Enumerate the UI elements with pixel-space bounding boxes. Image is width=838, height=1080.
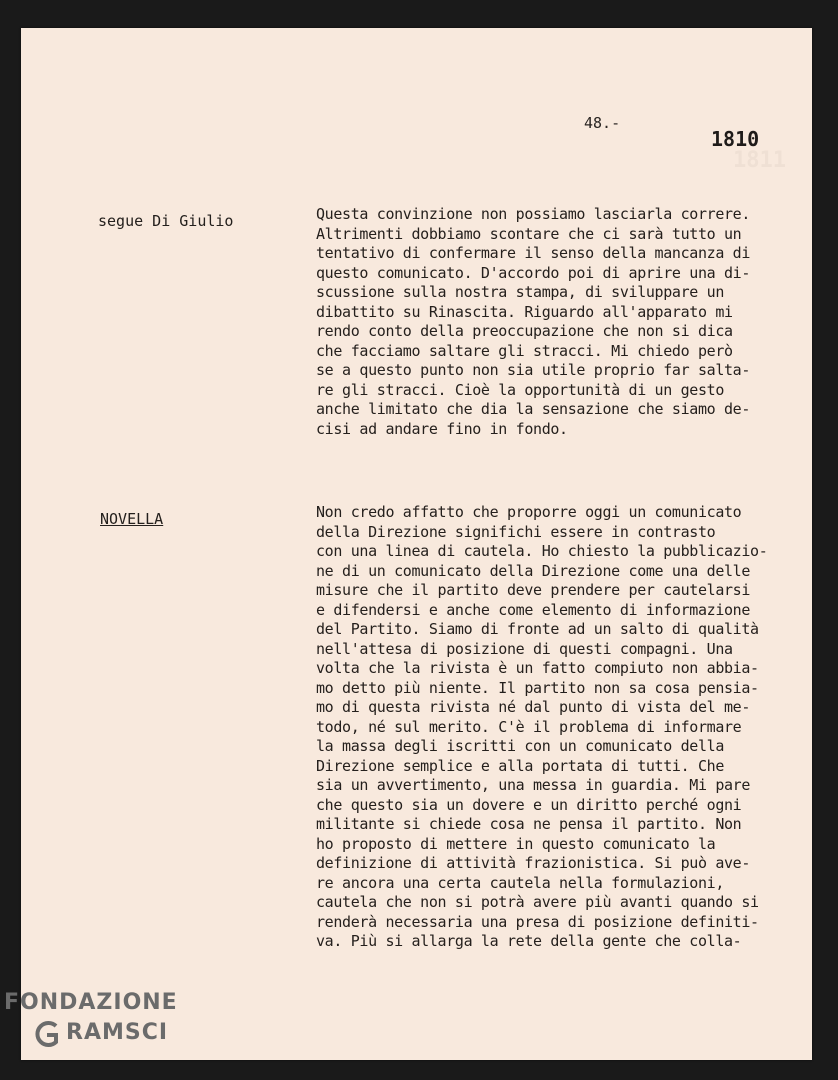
text-line: tentativo di confermare il senso della mancanza di xyxy=(316,244,751,262)
text-line: misure che il partito deve prendere per cautelarsi xyxy=(316,581,751,599)
text-line: cisi ad andare fino in fondo. xyxy=(316,419,568,438)
text-line: e difendersi e anche come elemento di informazione xyxy=(316,600,751,619)
text-line: definizione di attività frazionistica. Si può ave- xyxy=(316,854,751,872)
text-line: che questo sia un dovere e un diritto perché ogni xyxy=(316,795,742,814)
text-line: dibattito su Rinascita. Riguardo all'apparato mi xyxy=(316,302,733,321)
text-line: Altrimenti dobbiamo scontare che ci sarà tutto un xyxy=(316,224,742,243)
text-line: della Direzione significhi essere in contrasto xyxy=(316,522,716,541)
text-line: se a questo punto non sia utile proprio far salta- xyxy=(316,361,751,379)
text-line: Direzione semplice e alla portata di tutti. Che xyxy=(316,756,724,775)
text-line: re gli stracci. Cioè la opportunità di un gesto xyxy=(316,380,724,399)
text-line: mo di questa rivista né dal punto di vista del me- xyxy=(316,698,751,716)
sheet-number: 1810 xyxy=(711,127,760,151)
text-line: ne di un comunicato della Direzione come una delle xyxy=(316,561,751,580)
text-line: ho proposto di mettere in questo comunicato la xyxy=(316,834,716,853)
text-line: Questa convinzione non possiamo lasciarla correre. xyxy=(316,205,751,223)
text-line: scussione sulla nostra stampa, di sviluppare un xyxy=(316,283,724,301)
text-line: renderà necessaria una presa di posizione definiti- xyxy=(316,912,759,931)
text-line: militante si chiede cosa ne pensa il partito. Non xyxy=(316,815,742,833)
text-line: sia un avvertimento, una messa in guardia. Mi pare xyxy=(316,776,751,794)
text-line: cautela che non si potrà avere più avanti quando si xyxy=(316,893,759,911)
text-line: anche limitato che dia la sensazione che siamo de- xyxy=(316,400,751,418)
page-number: 48.- xyxy=(584,114,621,132)
text-line: re ancora una certa cautela nella formulazioni, xyxy=(316,873,724,892)
text-line: rendo conto della preoccupazione che non si dica xyxy=(316,322,733,340)
text-line: volta che la rivista è un fatto compiuto non abbia- xyxy=(316,659,759,677)
text-line: la massa degli iscritti con un comunicato della xyxy=(316,737,724,755)
text-line: nell'attesa di posizione di questi compagni. Una xyxy=(316,639,733,658)
text-line: Non credo affatto che proporre oggi un comunicato xyxy=(316,503,742,521)
speaker-label-di-giulio: segue Di Giulio xyxy=(98,212,234,230)
ghost-sheet-number: 1811 xyxy=(733,148,786,173)
text-line: questo comunicato. D'accordo poi di aprire una di- xyxy=(316,263,751,282)
text-line: mo detto più niente. Il partito non sa cosa pensia- xyxy=(316,678,759,697)
watermark-line2: RAMSCI xyxy=(66,1020,169,1045)
speech-block-novella xyxy=(316,503,786,952)
text-line: che facciamo saltare gli stracci. Mi chiedo però xyxy=(316,341,733,360)
speech-block-di-giulio xyxy=(316,205,786,439)
speaker-label-novella: NOVELLA xyxy=(100,510,164,528)
text-line: todo, né sul merito. C'è il problema di informare xyxy=(316,717,742,736)
text-line: va. Più si allarga la rete della gente che colla- xyxy=(316,932,742,950)
gramsci-g-logo-icon xyxy=(34,1018,62,1050)
text-line: con una linea di cautela. Ho chiesto la pubblicazio- xyxy=(316,542,768,560)
watermark-line1: FONDAZIONE xyxy=(4,990,178,1015)
text-line: del Partito. Siamo di fronte ad un salto di qualità xyxy=(316,620,759,638)
